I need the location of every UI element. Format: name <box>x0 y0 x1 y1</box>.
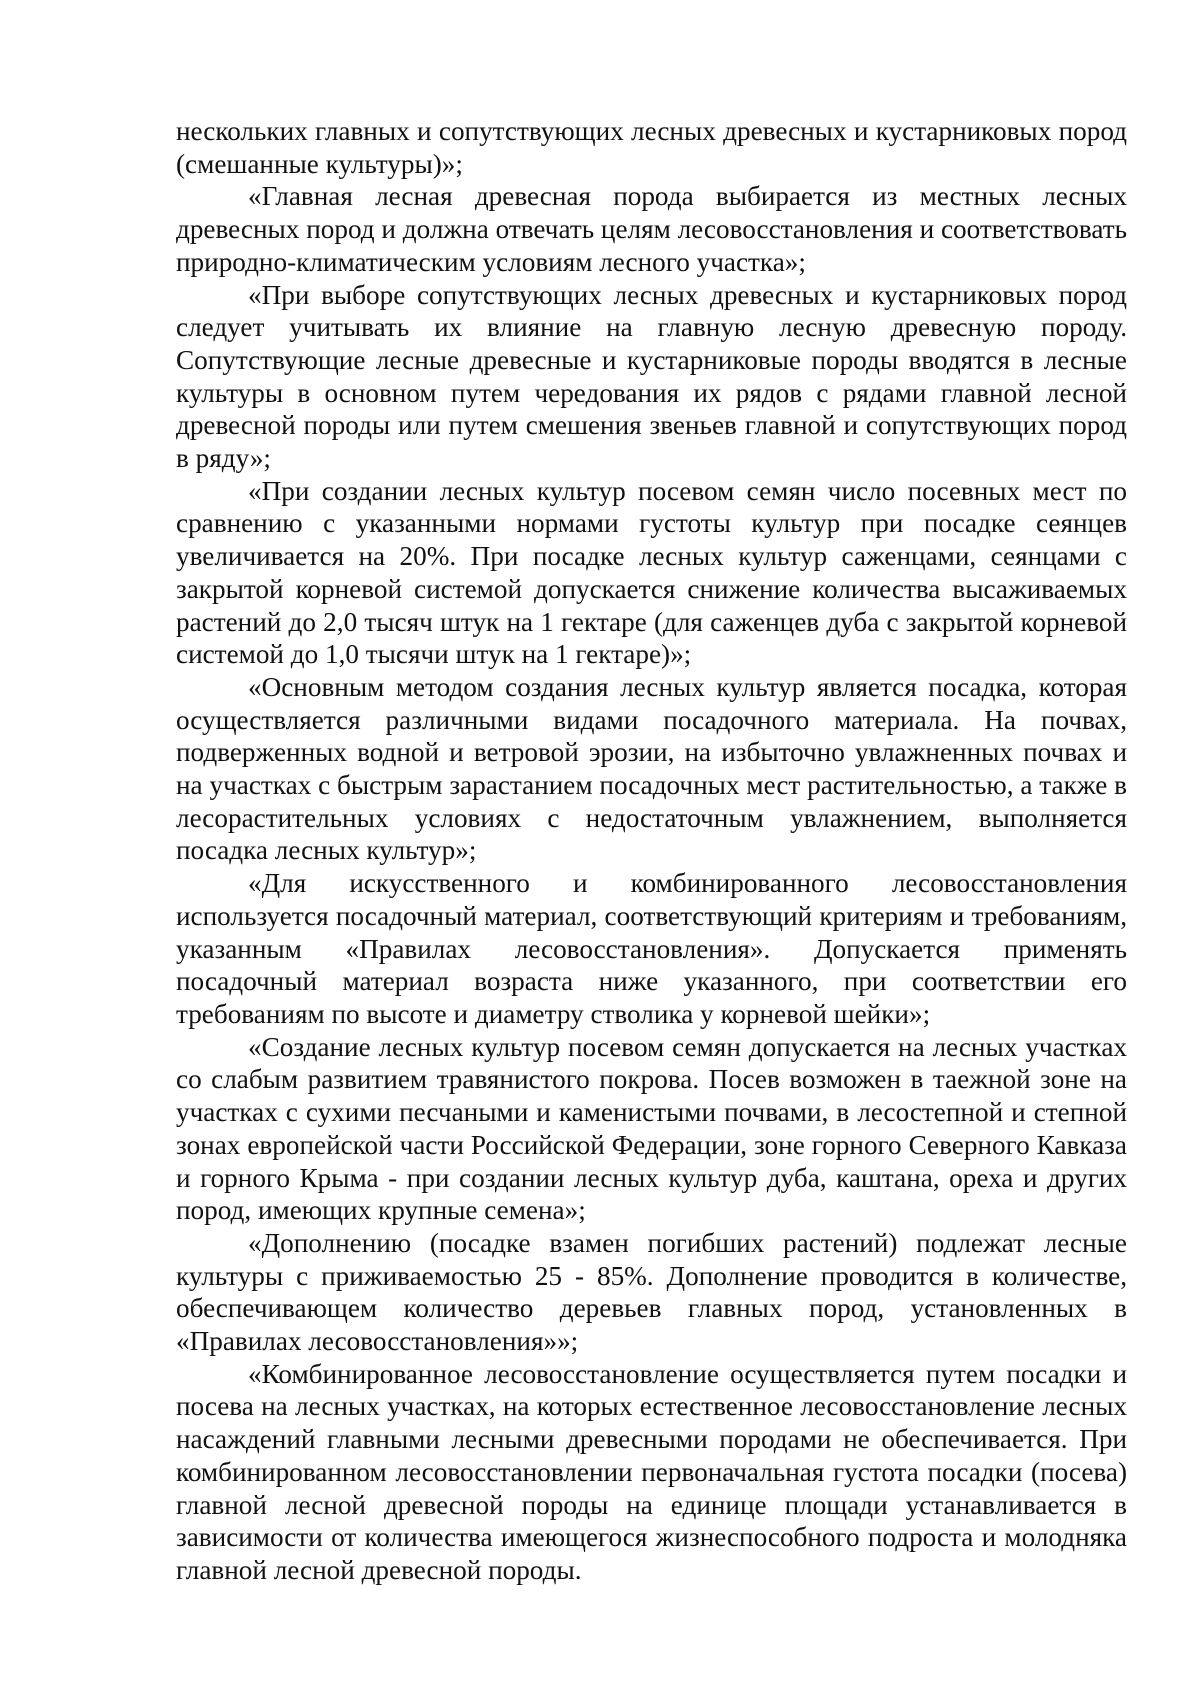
paragraph-8: «Дополнению (посадке взамен погибших растений) подлежат лесные культуры с приживаемостью 25 - 85%. Дополнение проводится в количестве, обеспечивающем количество деревьев главных пород, установленных в «Правилах лесовосстановления»»; <box>176 1227 1127 1357</box>
paragraph-3: «При выборе сопутствующих лесных древесных и кустарниковых пород следует учитывать их влияние на главную лесную древесную породу. Сопутствующие лесные древесные и кустарниковые породы вводятся в лесные культуры в основном путем чередования их рядов с рядами главной лесной древесной породы или путем смешения звеньев главной и сопутствующих пород в ряду»; <box>176 279 1127 474</box>
paragraph-9: «Комбинированное лесовосстановление осуществляется путем посадки и посева на лесных участках, на которых естественное лесовосстановление лесных насаждений главными лесными древесными породами не обеспечивается. При комбинированном лесовосстановлении первоначальная густота посадки (посева) главной лесной древесной породы на единице площади устанавливается в зависимости от количества имеющегося жизнеспособного подроста и молодняка главной лесной древесной породы. <box>176 1358 1127 1585</box>
paragraph-7: «Создание лесных культур посевом семян допускается на лесных участках со слабым развитием травянистого покрова. Посев возможен в таежной зоне на участках с сухими песчаными и каменистыми почвами, в лесостепной и степной зонах европейской части Российской Федерации, зоне горного Северного Кавказа и горного Крыма - при создании лесных культур дуба, каштана, ореха и других пород, имеющих крупные семена»; <box>176 1031 1127 1226</box>
paragraph-5: «Основным методом создания лесных культур является посадка, которая осуществляется различными видами посадочного материала. На почвах, подверженных водной и ветровой эрозии, на избыточно увлажненных почвах и на участках с быстрым зарастанием посадочных мест растительностью, а также в лесорастительных условиях с недостаточным увлажнением, выполняется посадка лесных культур»; <box>176 671 1127 866</box>
paragraph-6: «Для искусственного и комбинированного лесовосстановления используется посадочный материал, соответствующий критериям и требованиям, указанным «Правилах лесовосстановления». Допускается применять посадочный материал возраста ниже указанного, при соответствии его требованиям по высоте и диаметру стволика у корневой шейки»; <box>176 868 1127 1029</box>
document-page <box>176 115 1127 1587</box>
paragraph-2: «Главная лесная древесная порода выбирается из местных лесных древесных пород и должна отвечать целям лесовосстановления и соответствовать природно-климатическим условиям лесного участка»; <box>176 181 1127 277</box>
paragraph-4: «При создании лесных культур посевом семян число посевных мест по сравнению с указанными нормами густоты культур при посадке сеянцев увеличивается на 20%. При посадке лесных культур саженцами, сеянцами с закрытой корневой системой допускается снижение количества высаживаемых растений до 2,0 тысяч штук на 1 гектаре (для саженцев дуба с закрытой корневой системой до 1,0 тысячи штук на 1 гектаре)»; <box>176 475 1127 670</box>
paragraph-1: нескольких главных и сопутствующих лесных древесных и кустарниковых пород (смешанные культуры)»; <box>176 116 1127 179</box>
